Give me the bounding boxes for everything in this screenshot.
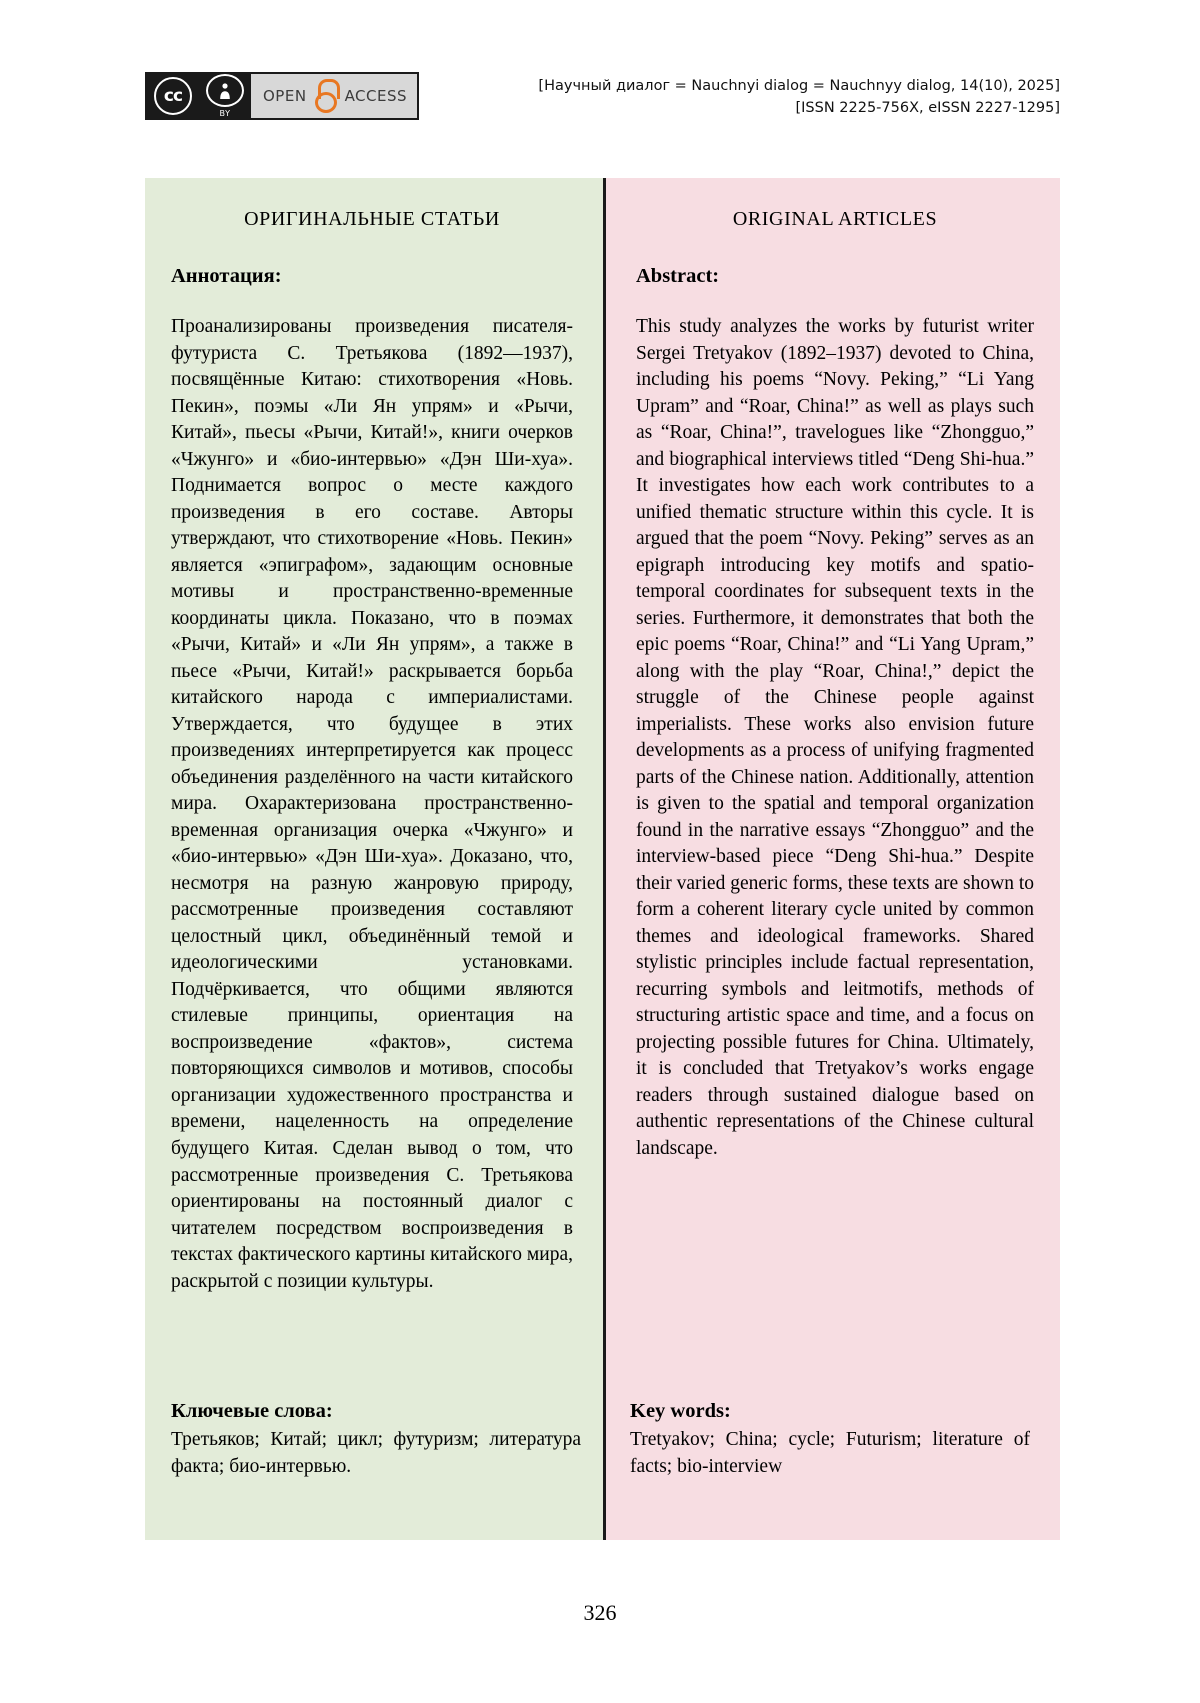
english-abstract-panel (606, 178, 1060, 1540)
cc-by-icon (199, 74, 251, 118)
cc-circle-icon: cc (154, 77, 192, 115)
russian-keywords-block (171, 1400, 581, 1480)
russian-section-title: ОРИГИНАЛЬНЫЕ СТАТЬИ (244, 208, 500, 230)
english-abstract-text: This study analyzes the works by futurist writer Sergei Tretyakov (1892–1937) devoted to China, including his poems “Novy. Peking,” “Li Yang Upram” and “Roar, China!” as well as plays such as “Roar, China!”, travelogues like “Zhongguo,” and biographical interviews titled “Deng Shi-hua.” It investigates how each work contributes to a unified thematic structure within this cycle. It is argued that the poem “Novy. Peking” serves as an epigraph introducing key motifs and spatio-temporal coordinates for subsequent texts in the series. Furthermore, it demonstrates that both the epic poems “Roar, China!” and “Li Yang Upram,” along with the play “Roar, China!,” depict the struggle of the Chinese people against imperialists. These works also envision future developments as a process of unifying fragmented parts of the Chinese nation. Additionally, attention is given to the spatial and temporal organization found in the narrative essays “Zhongguo” and the interview-based piece “Deng Shi-hua.” Despite their varied generic forms, these texts are shown to form a coherent literary cycle united by common themes and ideological frameworks. Shared stylistic principles include factual representation, recurring symbols and leitmotifs, methods of structuring artistic space and time, and a focus on projecting possible futures for China. Ultimately, it is concluded that Tretyakov’s works engage readers through sustained dialogue based on authentic representations of the Chinese cultural landscape. (636, 316, 1034, 1159)
cc-by-label: BY (219, 109, 231, 118)
access-label: ACCESS (344, 87, 408, 105)
english-keywords-text: Tretyakov; China; cycle; Futurism; literature of facts; bio-interview (630, 1429, 1030, 1477)
journal-title-line: [Научный диалог = Nauchnyi dialog = Nauchnyy dialog, 14(10), 2025] (538, 78, 1060, 94)
english-keywords-label: Key words: (630, 1400, 731, 1422)
cc-logo-icon (147, 74, 199, 118)
russian-abstract-label: Аннотация: (171, 265, 282, 287)
russian-keywords-text: Третьяков; Китай; цикл; футуризм; литература факта; био-интервью. (171, 1429, 581, 1477)
abstract-columns (145, 178, 1060, 1540)
open-lock-icon (313, 79, 339, 113)
english-section-title: ORIGINAL ARTICLES (732, 208, 938, 230)
russian-keywords-label: Ключевые слова: (171, 1400, 333, 1422)
english-abstract-label: Abstract: (636, 265, 720, 287)
page-header (145, 72, 1060, 120)
journal-citation (538, 72, 1060, 120)
page-number: 326 (583, 1600, 617, 1625)
open-access-badge (145, 72, 419, 120)
russian-abstract-panel (145, 178, 603, 1540)
creative-commons-badge (145, 72, 419, 120)
person-circle-icon (206, 74, 244, 107)
russian-abstract-text: Проанализированы произведения писателя-футуриста С. Третьякова (1892—1937), посвящённые Китаю: стихотворения «Новь. Пекин», поэмы «Ли Ян упрям» и «Рычи, Китай», пьесы «Рычи, Китай!», книги очерков «Чжунго» и «био-интервью» «Дэн Ши-хуа». Поднимается вопрос о месте каждого произведения в его составе. Авторы утверждают, что стихотворение «Новь. Пекин» является «эпиграфом», задающим основные мотивы и пространственно-временные координаты цикла. Показано, что в поэмах «Рычи, Китай» и «Ли Ян упрям», а также в пьесе «Рычи, Китай!» раскрывается борьба китайского народа с империалистами. Утверждается, что будущее в этих произведениях интерпретируется как процесс объединения разделённого на части китайского мира. Охарактеризована пространственно-временная организация очерка «Чжунго» и «био-интервью» «Дэн Ши-хуа». Доказано, что, несмотря на разную жанровую природу, рассмотренные произведения составляют целостный цикл, объединённый темой и идеологическими установками. Подчёркивается, что общими являются стилевые принципы, ориентация на воспроизведение «фактов», система повторяющихся символов и мотивов, способы организации художественного пространства и времени, нацеленность на определение будущего Китая. Сделан вывод о том, что рассмотренные произведения С. Третьякова ориентированы на постоянный диалог с читателем посредством воспроизведения в текстах фактического картины китайского мира, раскрытой с позиции культуры. (171, 316, 573, 1292)
open-access-label-group (251, 74, 417, 118)
english-keywords-block (630, 1400, 1030, 1480)
journal-issn-line: [ISSN 2225-756X, eISSN 2227-1295] (795, 100, 1060, 117)
open-label: OPEN (263, 87, 307, 105)
